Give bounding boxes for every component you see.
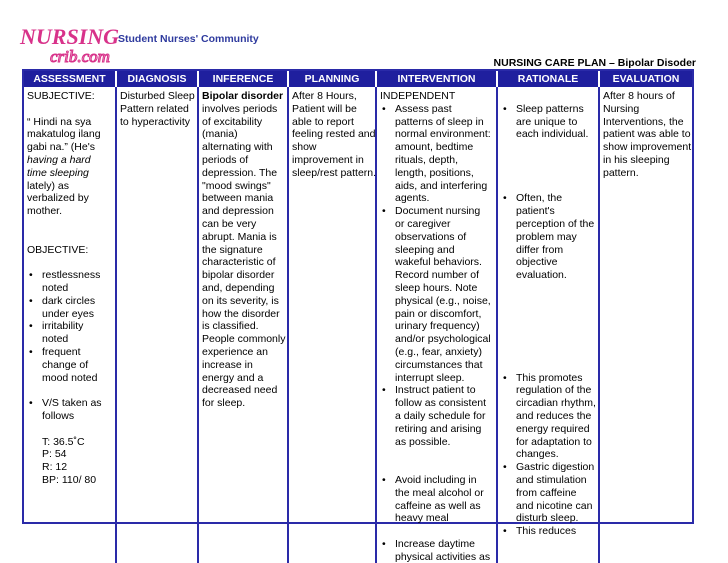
site-name: Student Nurses' Community [118,33,259,45]
inference-lead: Bipolar disorder [202,90,284,102]
objective-list [27,269,112,423]
rationale-cell [497,87,599,563]
list-item: • This promotes regulation of the circadian rhythm, and reduces the energy required for adaptation to changes. [501,372,595,462]
column-header-assessment: ASSESSMENT [24,71,116,87]
column-header-intervention: INTERVENTION [376,71,497,87]
column-header-diagnosis: DIAGNOSIS [116,71,198,87]
list-item: • This reduces [501,525,595,538]
list-item: • V/S taken as follows [27,397,112,423]
list-item: • irritability noted [27,320,112,346]
list-item: • dark circles under eyes [27,295,112,321]
quote-line: “ Hindi na sya [27,115,92,128]
list-item: • Gastric digestion and stimulation from caffeine and nicotine can disturb sleep. [501,461,595,525]
assessment-cell [24,87,116,563]
plan-title: NURSING CARE PLAN – Bipolar Disoder [493,57,696,69]
list-item: • frequent change of mood noted [27,346,112,384]
list-item: • Document nursing or caregiver observations of sleeping and wakeful behaviors. Record number of sleep hours. Note physical (e.g., noise, pain or discomfort, urinary frequency) and/or psychological (e.g., fear, anxiety) circumstances that interrupt sleep. [380,205,493,384]
column-header-inference: INFERENCE [198,71,288,87]
list-item: • Increase daytime physical activities as [380,538,493,563]
quote-line: mother. [27,205,63,218]
quote-line: time sleeping [27,166,89,179]
care-plan-table [22,69,694,563]
intervention-cell [376,87,497,563]
subjective-label: SUBJECTIVE: [27,90,95,102]
list-item: • restlessness noted [27,269,112,295]
column-header-evaluation: EVALUATION [599,71,692,87]
list-item: • Instruct patient to follow as consistent a daily schedule for retiring and arising as possible. [380,384,493,448]
inference-cell: Bipolar disorder involves periods of excitability (mania) alternating with periods of depression. The "mood swings" between mania and depression can be very abrupt. Mania is the signature characteristic of bipolar disorder and, depending on its severity, is how the disorder is classified. People commonly experience an increase in energy and a decreased need for sleep. [198,87,288,563]
objective-label: OBJECTIVE: [27,243,89,256]
logo-text-top: NURSING [20,24,120,49]
quote-line: makatulog ilang [27,128,101,141]
intervention-label: INDEPENDENT [380,90,456,102]
rationale-list [501,90,595,538]
list-item: • Avoid including in the meal alcohol or caffeine as well as heavy meal [380,474,493,525]
evaluation-cell: After 8 hours of Nursing Interventions, the patient was able to show improvement in his sleeping pattern. [603,90,692,179]
planning-cell: After 8 Hours, Patient will be able to report feeling rested and show improvement in sleep/rest pattern. [288,87,376,563]
column-header-planning: PLANNING [288,71,376,87]
nursingcrib-logo [20,24,120,68]
diagnosis-cell: Disturbed Sleep Pattern related to hyperactivity [116,87,198,563]
quote-line: gabi na.” (He's [27,141,95,154]
quote-line: lately) as [27,179,70,192]
intervention-list [380,103,493,563]
table-row [24,87,692,563]
quote-line: having a hard [27,153,91,166]
logo-text-bottom: crib.com [50,47,110,66]
table-header-row [24,71,692,87]
column-header-rationale: RATIONALE [497,71,599,87]
quote-line: verbalized by [27,192,89,205]
list-item: • Often, the patient's perception of the problem may differ from objective evaluation. [501,192,595,282]
list-item: • Assess past patterns of sleep in normal environment: amount, bedtime rituals, depth, length, positions, aids, and interfering agents. [380,103,493,205]
vital-signs: T: 36.5˚C P: 54 R: 12 BP: 110/ 80 [42,435,97,486]
list-item: • Sleep patterns are unique to each individual. [501,103,595,141]
